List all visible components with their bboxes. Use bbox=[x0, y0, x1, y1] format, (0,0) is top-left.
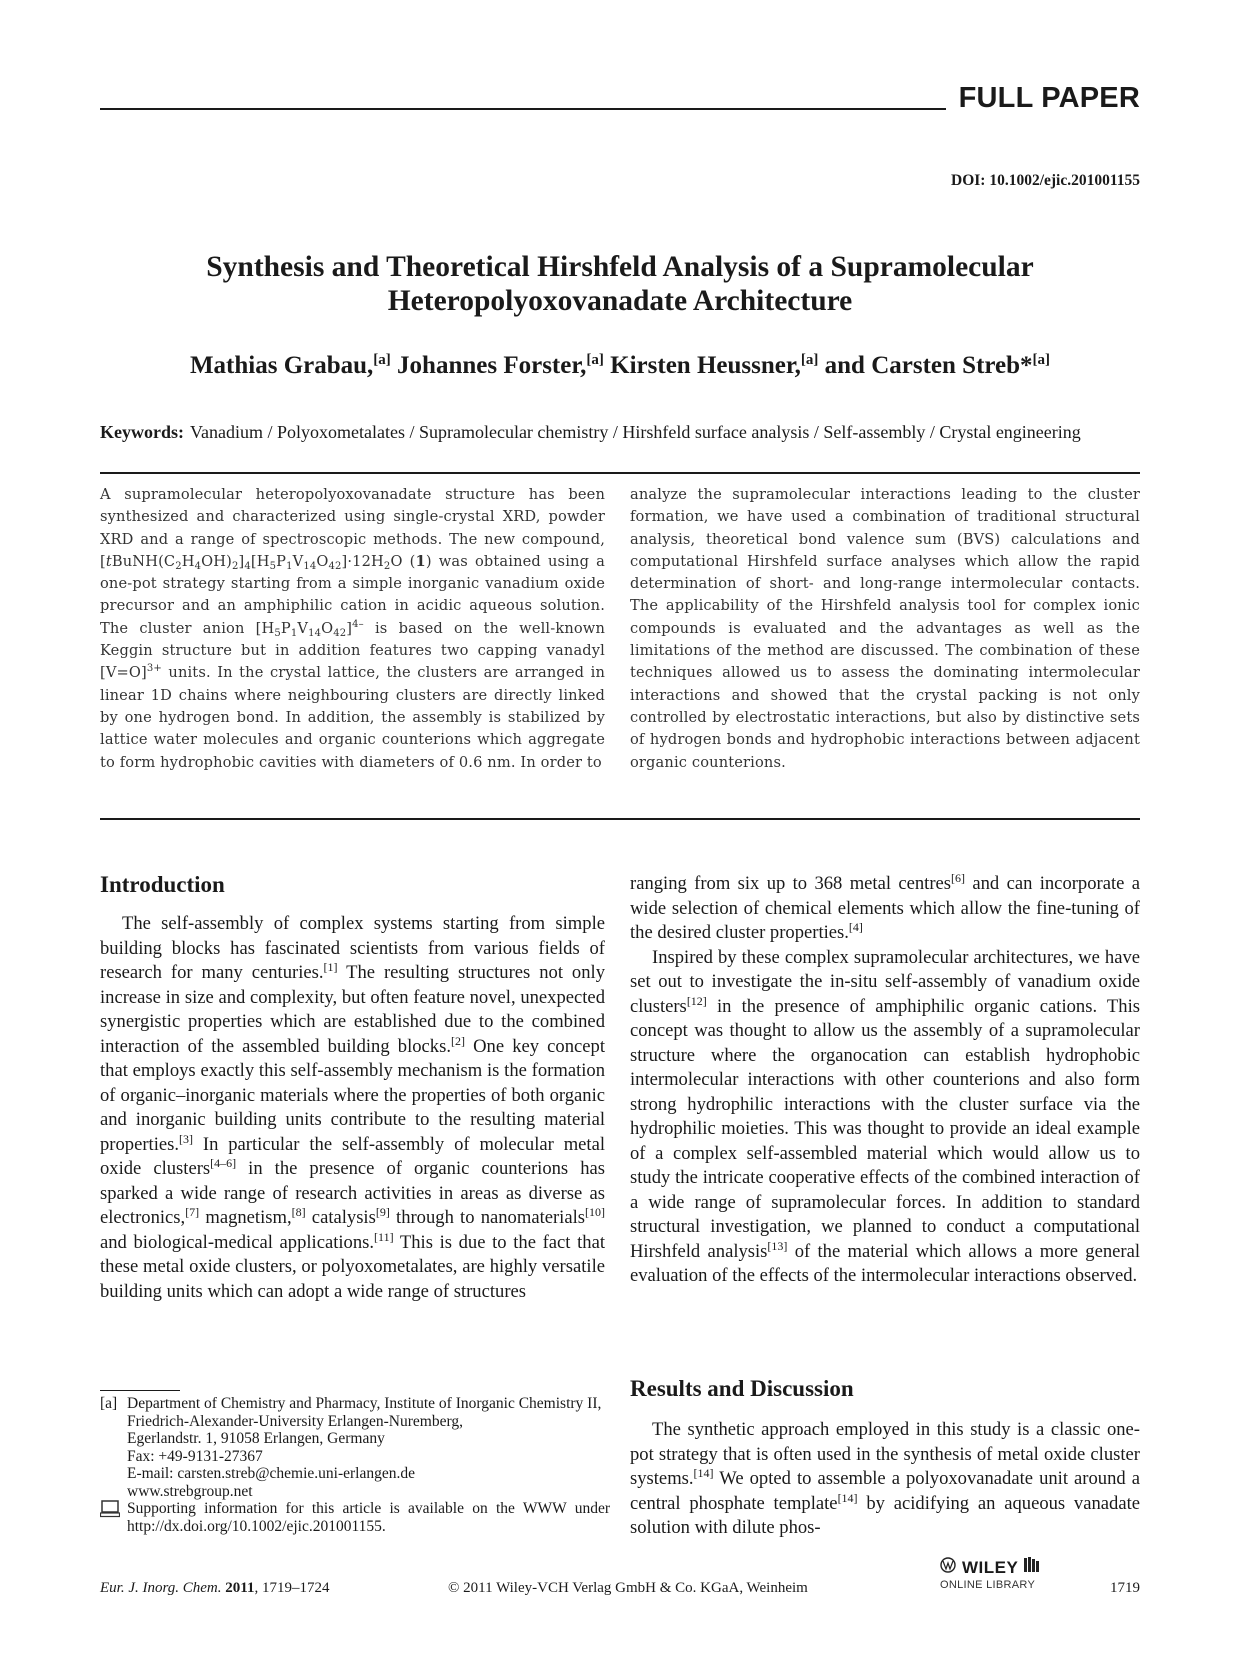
citation[interactable]: [6] bbox=[951, 871, 966, 885]
author: Kirsten Heussner, bbox=[610, 352, 801, 379]
title-line-2: Heteropolyoxovanadate Architecture bbox=[387, 285, 853, 317]
affiliation-mark: [a] bbox=[373, 352, 391, 368]
footnote-rule bbox=[100, 1390, 180, 1391]
results-body: The synthetic approach employed in this study is a classic one-pot strategy that is often used in the synthesis of metal oxide cluster systems.[14] We opted to assemble a polyoxovanadate unit around a central phosphate template[14] by acidifying an aqueous vanadate solution with dilute phos- bbox=[630, 1419, 1140, 1538]
compound-number: 1 bbox=[415, 552, 426, 570]
affiliation-institution: Department of Chemistry and Pharmacy, Institute of Inorganic Chemistry II, Friedrich-Alexander-University Erlangen-Nuremberg, bbox=[127, 1395, 602, 1430]
author: and Carsten Streb* bbox=[824, 352, 1033, 379]
citation[interactable]: [13] bbox=[767, 1238, 788, 1253]
citation[interactable]: [14] bbox=[837, 1490, 858, 1505]
citation[interactable]: [14] bbox=[693, 1466, 714, 1480]
abstract-left-column: A supramolecular heteropolyoxovanadate structure has been synthesized and characterized using single-crystal XRD, powder XRD and a range of spectroscopic methods. The new compound, $[tBuNH(C_2H_4OH)_2]_4[H_5P_1V_{14}O_{42}]\cdot 12H_2O$ (1) was obtained using a one-pot strategy starting from a simple inorganic vanadium oxide precursor and an amphiphilic cation in acidic aqueous solution. The cluster anion $[H_5P_1V_{14}O_{42}]^{4-}$ is based on the well-known Keggin structure but in addition features two capping vanadyl [V=O]$^{3+}$ units. In the crystal lattice, the clusters are arranged in linear 1D chains where neighbouring clusters are directly linked by one hydrogen bond. In addition, the assembly is stabilized by lattice water molecules and organic counterions which aggregate to form hydrophobic cavities with diameters of 0.6 nm. In order to bbox=[100, 486, 606, 771]
affiliation-email[interactable]: E-mail: carsten.streb@chemie.uni-erlangen.de bbox=[127, 1465, 415, 1482]
introduction-body: The self-assembly of complex systems starting from simple building blocks has fascinated scientists from various fields of research for many centuries.[1] The resulting structures not only increase in size and complexity, but often feature novel, unexpected synergistic properties which are established due to the combined interaction of the assembled building blocks.[2] One key concept that employs exactly this self-assembly mechanism is the formation of organic–inorganic materials where the properties of both organic and inorganic building units contribute to the resulting material properties.[3] In particular the self-assembly of molecular metal oxide clusters[4–6] in the presence of organic counterions has sparked a wide range of research activities in areas as diverse as electronics,[7] magnetism,[8] catalysis[9] through to nanomaterials[10] and biological-medical applications.[11] This is due to the fact that these metal oxide clusters, or polyoxometalates, are highly versatile building units which can adopt a wide range of structures bbox=[100, 913, 605, 1302]
keywords-label: Keywords: bbox=[100, 422, 184, 442]
citation[interactable]: [7] bbox=[185, 1205, 200, 1219]
affiliation-mark: [a] bbox=[586, 352, 604, 368]
wiley-emblem-icon bbox=[940, 1557, 958, 1578]
citation[interactable]: [10] bbox=[585, 1205, 605, 1219]
author: Mathias Grabau, bbox=[189, 352, 374, 379]
affiliation-mark: [a] bbox=[800, 352, 819, 368]
footer-citation: Eur. J. Inorg. Chem. 2011, 1719–1724 bbox=[100, 1580, 330, 1596]
section-heading-introduction: Introduction bbox=[100, 872, 225, 897]
group-website-link[interactable]: www.strebgroup.net bbox=[127, 1482, 253, 1500]
affiliation-mark: [a] bbox=[1032, 352, 1051, 368]
author-list bbox=[100, 352, 1140, 380]
footer-copyright: © 2011 Wiley-VCH Verlag GmbH & Co. KGaA, Weinheim bbox=[448, 1580, 808, 1596]
affiliation-address: Egerlandstr. 1, 91058 Erlangen, Germany bbox=[127, 1430, 385, 1447]
citation[interactable]: [3] bbox=[179, 1131, 193, 1146]
affiliation-footnote bbox=[100, 1395, 610, 1535]
citation[interactable]: [1] bbox=[323, 960, 338, 974]
article-title bbox=[100, 250, 1140, 318]
abstract-top-rule bbox=[100, 472, 1140, 474]
section-heading-results: Results and Discussion bbox=[630, 1376, 854, 1401]
citation[interactable]: [4] bbox=[848, 920, 863, 934]
abstract-bottom-rule bbox=[100, 818, 1140, 820]
doi[interactable]: DOI: 10.1002/ejic.201001155 bbox=[951, 172, 1140, 189]
supporting-info-note[interactable]: Supporting information for this article is available on the WWW under http://dx.doi.org/10.1002/ejic.201001155. bbox=[127, 1500, 610, 1535]
wiley-online-library-logo[interactable]: WILEY ONLINE LIBRARY bbox=[940, 1556, 1050, 1591]
citation[interactable]: [11] bbox=[374, 1229, 394, 1244]
title-line-1: Synthesis and Theoretical Hirshfeld Analysis of a Supramolecular bbox=[206, 251, 1034, 283]
citation[interactable]: [9] bbox=[375, 1205, 390, 1219]
citation[interactable]: [2] bbox=[450, 1033, 465, 1048]
citation[interactable]: [8] bbox=[291, 1205, 306, 1219]
citation[interactable]: [4–6] bbox=[210, 1156, 237, 1170]
books-icon bbox=[1022, 1556, 1040, 1579]
section-label: FULL PAPER bbox=[958, 82, 1140, 114]
keywords bbox=[100, 420, 1140, 445]
header-rule bbox=[100, 108, 946, 110]
affiliation-fax: Fax: +49-9131-27367 bbox=[127, 1447, 263, 1465]
author: Johannes Forster, bbox=[397, 352, 587, 379]
citation[interactable]: [12] bbox=[686, 993, 707, 1008]
keywords-list: Vanadium / Polyoxometalates / Supramolecular chemistry / Hirshfeld surface analysis / Self-assembly / Crystal engineering bbox=[190, 422, 1081, 442]
computer-icon bbox=[100, 1500, 127, 1535]
footnote-mark: [a] bbox=[100, 1395, 118, 1412]
abstract-right-column: analyze the supramolecular interactions leading to the cluster formation, we have used a combination of traditional structural analysis, theoretical bond valence sum (BVS) calculations and computational Hirshfeld surface analyses which allow the rapid determination of short- and long-range intermolecular contacts. The applicability of the Hirshfeld analysis tool for complex ionic compounds is evaluated and the advantages as well as the limitations of the method are discussed. The combination of these techniques allowed us to assess the dominating intermolecular interactions and showed that the crystal packing is not only controlled by electrostatic interactions, but also by distinctive sets of hydrogen bonds and hydrophobic interactions between adjacent organic counterions. bbox=[630, 486, 1140, 771]
page-number: 1719 bbox=[1110, 1580, 1140, 1596]
right-column-body: ranging from six up to 368 metal centres[6] and can incorporate a wide selection of chemical elements which allow the fine-tuning of the desired cluster properties.[4] Inspired by these complex supramolecular architectures, we have set out to investigate the in-situ self-assembly of vanadium oxide clusters[12] in the presence of amphiphilic organic cations. This concept was thought to allow us the assembly of a supramolecular structure where the organocation can establish hydrophobic intermolecular interactions with other counterions and also form strong hydrophilic interactions with the cluster surface via the hydrophilic moieties. This was thought to provide an ideal example of a complex self-assembled material which would allow us to study the intricate cooperative effects of the combined interaction of a wide range of supramolecular forces. In addition to standard structural investigation, we planned to conduct a computational Hirshfeld analysis[13] of the material which allows a more general evaluation of the effects of the intermolecular interactions observed. bbox=[630, 871, 1140, 1286]
